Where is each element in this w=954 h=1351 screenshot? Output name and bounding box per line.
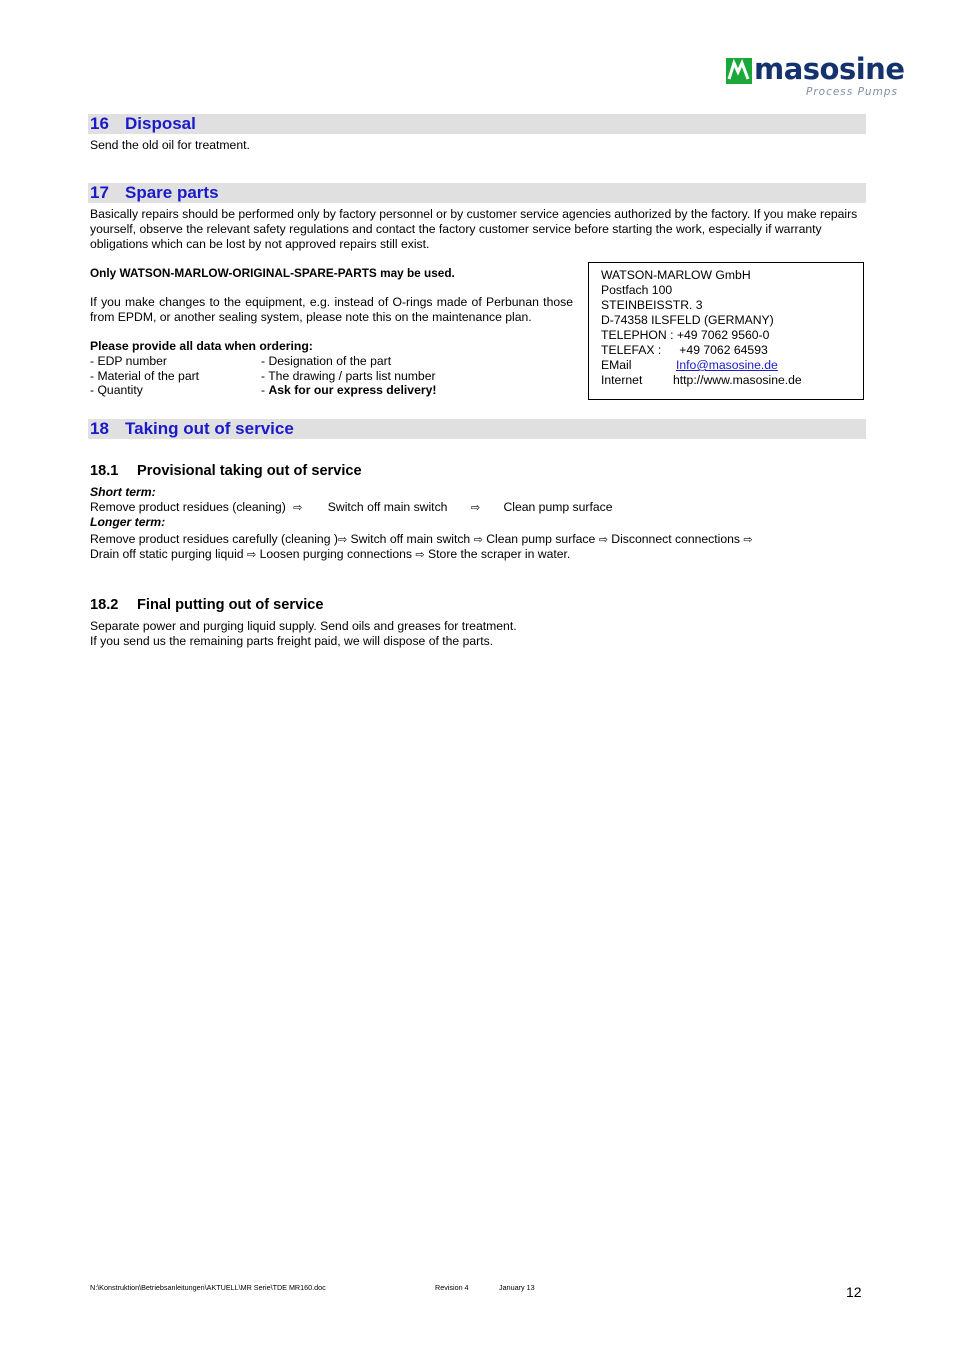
subsection-number: 18.2 — [90, 597, 119, 613]
phone-number: +49 7062 9560-0 — [676, 328, 770, 342]
step-text: Drain off static purging liquid — [90, 547, 244, 561]
section-17-heading — [88, 183, 866, 203]
order-item-express — [261, 383, 436, 398]
original-parts-notice: Only WATSON-MARLOW-ORIGINAL-SPARE-PARTS may be used. — [90, 266, 455, 280]
city: D-74358 ILSFELD (GERMANY) — [601, 313, 774, 327]
logo-mark-icon — [726, 58, 752, 84]
longer-term-steps-line1 — [90, 532, 753, 547]
short-term-label: Short term: — [90, 485, 156, 499]
arrow-right-icon: ⇨ — [598, 533, 608, 546]
fax-label: TELEFAX : — [601, 343, 662, 357]
footer-file-path: N:\Konstruktion\Betriebsanleitungen\AKTUELL\MR Serie\TDE MR160.doc — [90, 1283, 326, 1292]
step-text: Switch off main switch — [327, 500, 448, 514]
order-item-drawing: - The drawing / parts list number — [261, 369, 436, 383]
arrow-right-icon: ⇨ — [473, 533, 483, 546]
address-box — [588, 262, 864, 400]
internet-line — [601, 373, 863, 388]
step-text: Clean pump surface — [503, 500, 613, 514]
order-item-quantity: - Quantity — [90, 383, 143, 397]
subsection-title: Provisional taking out of service — [137, 463, 362, 479]
section-number: 18 — [90, 419, 109, 438]
subsection-number: 18.1 — [90, 463, 119, 479]
longer-term-label: Longer term: — [90, 515, 166, 529]
arrow-right-icon: ⇨ — [743, 533, 753, 546]
final-service-line2: If you send us the remaining parts freight paid, we will dispose of the parts. — [90, 634, 494, 648]
section-16-heading — [88, 114, 866, 134]
fax-number: +49 7062 64593 — [679, 343, 768, 357]
step-text: Clean pump surface — [486, 532, 596, 546]
section-title: Taking out of service — [125, 419, 294, 438]
arrow-right-icon: ⇨ — [470, 501, 481, 514]
subsection-title: Final putting out of service — [137, 597, 324, 613]
street: STEINBEISSTR. 3 — [601, 298, 703, 312]
order-item-material: - Material of the part — [90, 369, 200, 383]
subsection-18-2-heading — [90, 596, 323, 614]
footer-revision: Revision 4 — [435, 1283, 469, 1292]
short-term-steps — [90, 500, 613, 515]
phone-line — [601, 328, 863, 343]
internet-url: http://www.masosine.de — [673, 373, 802, 387]
company-name: WATSON-MARLOW GmbH — [601, 268, 751, 282]
internet-label: Internet — [601, 373, 643, 387]
footer-date: January 13 — [499, 1283, 535, 1292]
order-item-designation: - Designation of the part — [261, 354, 392, 368]
arrow-right-icon: ⇨ — [246, 548, 257, 561]
step-text: Loosen purging connections — [259, 547, 413, 561]
email-link[interactable]: Info@masosine.de — [676, 358, 778, 372]
section-18-heading — [88, 419, 866, 439]
logo-wordmark: masosine — [754, 52, 905, 86]
fax-line — [601, 343, 863, 358]
arrow-right-icon: ⇨ — [415, 548, 425, 561]
express-prefix: - — [261, 383, 269, 397]
step-text: Remove product residues carefully (cleaning ) — [90, 532, 338, 546]
disposal-text: Send the old oil for treatment. — [90, 138, 250, 152]
section-title: Disposal — [125, 114, 196, 133]
spare-parts-intro: Basically repairs should be performed only by factory personnel or by customer service agencies authorized by the factory. If you make repairs yourself, observe the relevant safety regulations and contact the factory customer service before starting the work, especially if warranty obligations which can be lost by not approved repairs still exist. — [90, 207, 858, 251]
express-delivery-text: Ask for our express delivery! — [268, 383, 437, 397]
step-text: Disconnect connections — [611, 532, 741, 546]
arrow-right-icon: ⇨ — [293, 501, 303, 514]
phone-label: TELEPHON : — [601, 328, 674, 342]
changes-note: If you make changes to the equipment, e.g. instead of O-rings made of Perbunan those from EPDM, or another sealing system, please note this on the maintenance plan. — [90, 295, 573, 324]
section-number: 17 — [90, 183, 109, 202]
final-service-line1: Separate power and purging liquid supply. Send oils and greases for treatment. — [90, 619, 517, 633]
order-item-edp: - EDP number — [90, 354, 167, 368]
email-line — [601, 358, 863, 373]
longer-term-steps-line2 — [90, 547, 570, 562]
page-number: 12 — [846, 1284, 862, 1300]
section-title: Spare parts — [125, 183, 219, 202]
masosine-logo — [726, 52, 906, 100]
arrow-right-icon: ⇨ — [337, 533, 348, 546]
email-label: EMail — [601, 358, 632, 372]
logo-tagline: Process Pumps — [806, 86, 898, 98]
step-text: Store the scraper in water. — [428, 547, 571, 561]
step-text: Switch off main switch — [350, 532, 471, 546]
order-heading: Please provide all data when ordering: — [90, 339, 313, 353]
postbox: Postfach 100 — [601, 283, 673, 297]
step-text: Remove product residues (cleaning) — [90, 500, 286, 514]
section-number: 16 — [90, 114, 109, 133]
subsection-18-1-heading — [90, 462, 362, 480]
